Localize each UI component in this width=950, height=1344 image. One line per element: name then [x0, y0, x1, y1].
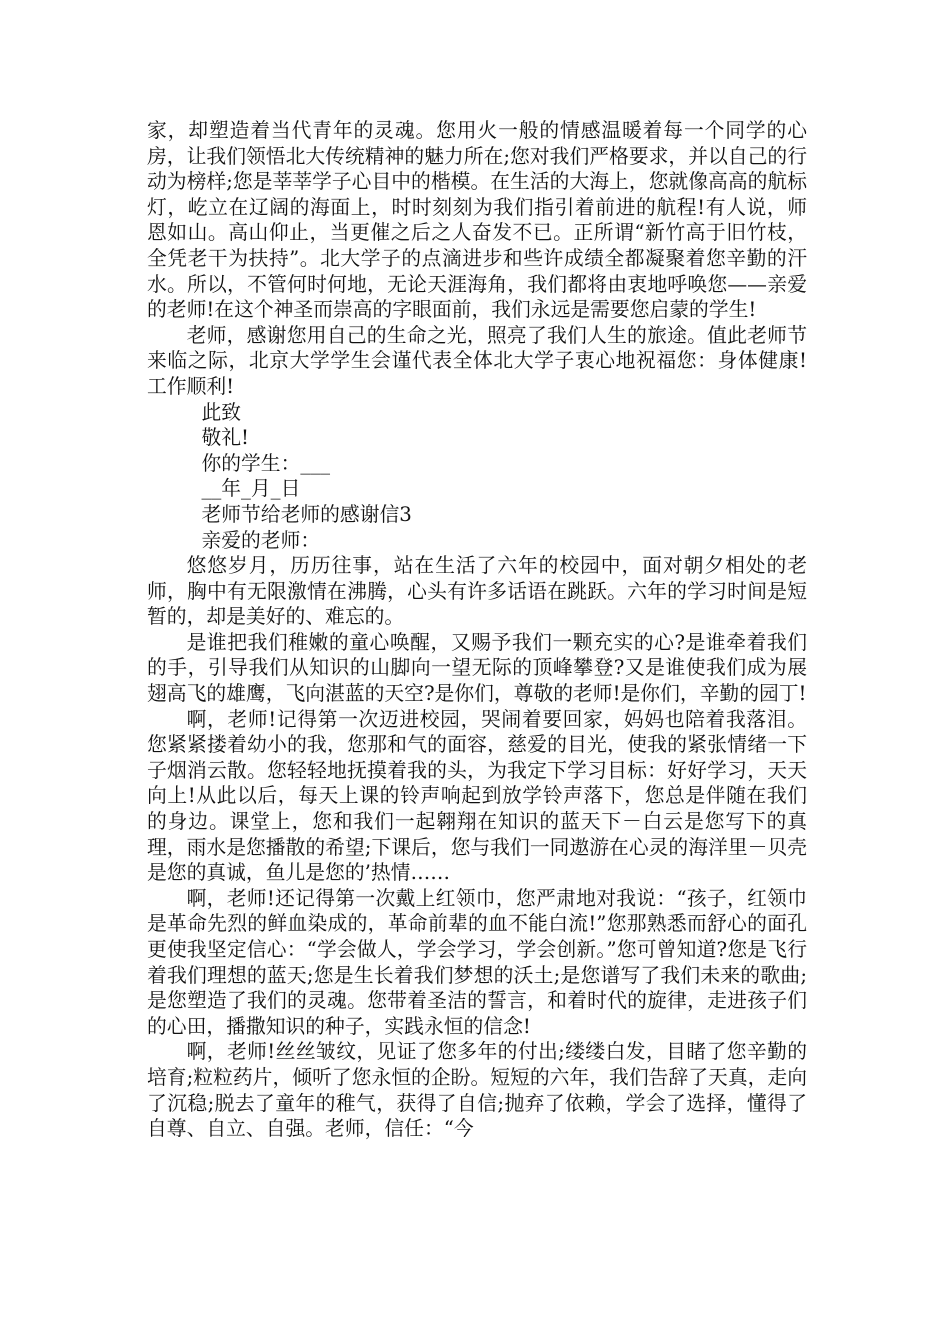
paragraph-wrinkles: 啊，老师!丝丝皱纹，见证了您多年的付出;缕缕白发，目睹了您辛勤的培育;粒粒药片，倾听了您永恒的企盼。短短的六年，我们告辞了天真，走向了沉稳;脱去了童年的稚气，获得了自信;抛弃了依赖，学会了选择，懂得了自尊、自立、自强。老师，信任：“今 — [147, 1040, 807, 1141]
paragraph-who: 是谁把我们稚嫩的童心唤醒，又赐予我们一颗充实的心?是谁牵着我们的手，引导我们从知识的山脚向一望无际的顶峰攀登?又是谁使我们成为展翅高飞的雄鹰，飞向湛蓝的天空?是你们，尊敬的老师!是你们，辛勤的园丁! — [147, 630, 807, 706]
paragraph-thanks: 老师，感谢您用自己的生命之光，照亮了我们人生的旅途。值此老师节来临之际，北京大学学生会谨代表全体北大学子衷心地祝福您：身体健康!工作顺利! — [147, 323, 807, 398]
signature-line: 你的学生：___ — [201, 451, 331, 475]
paragraph-first-day: 啊，老师!记得第一次迈进校园，哭闹着要回家，妈妈也陪着我落泪。您紧紧搂着幼小的我，您那和气的面容，慈爱的目光，使我的紧张情绪一下子烟消云散。您轻轻地抚摸着我的头，为我定下学习目标：好好学习，天天向上!从此以后，每天上课的铃声响起到放学铃声落下，您总是伴随在我们的身边。课堂上，您和我们一起翱翔在知识的蓝天下－白云是您写下的真理，雨水是您播散的希望;下课后，您与我们一同遨游在心灵的海洋里－贝壳是您的真诚，鱼儿是您的’热情…… — [147, 707, 807, 885]
paragraph-red-scarf: 啊，老师!还记得第一次戴上红领巾，您严肃地对我说：“孩子，红领巾是革命先烈的鲜血染成的，革命前辈的血不能白流!”您那熟悉而舒心的面孔更使我坚定信心：“学会做人，学会学习，学会创新。”您可曾知道?您是飞行着我们理想的蓝天;您是生长着我们梦想的沃土;是您谱写了我们未来的歌曲;是您塑造了我们的灵魂。您带着圣洁的誓言，和着时代的旋律，走进孩子们的心田，播撒知识的种子，实践永恒的信念! — [147, 886, 807, 1038]
closing-salutation: 此致 — [201, 400, 242, 424]
date-line: __年_月_日 — [201, 477, 301, 501]
closing-regards: 敬礼! — [201, 426, 249, 450]
letter-title: 老师节给老师的感谢信3 — [201, 502, 412, 526]
paragraph-continuation: 家，却塑造着当代青年的灵魂。您用火一般的情感温暖着每一个同学的心房，让我们领悟北大传统精神的魅力所在;您对我们严格要求，并以自己的行动为榜样;您是莘莘学子心目中的楷模。在生活的大海上，您就像高高的航标灯，屹立在辽阔的海面上，时时刻刻为我们指引着前进的航程!有人说，师恩如山。高山仰止，当更催之后之人奋发不已。正所谓“新竹高于旧竹枝，全凭老干为扶持”。北大学子的点滴进步和些许成绩全都凝聚着您辛勤的汗水。所以，不管何时何地，无论天涯海角，我们都将由衷地呼唤您——亲爱的老师!在这个神圣而崇高的字眼面前，我们永远是需要您启蒙的学生! — [147, 119, 807, 322]
document-page — [147, 118, 807, 1142]
paragraph-memories: 悠悠岁月，历历往事，站在生活了六年的校园中，面对朝夕相处的老师，胸中有无限激情在沸腾，心头有许多话语在跳跃。六年的学习时间是短暂的，却是美好的、难忘的。 — [147, 554, 807, 629]
letter-greeting: 亲爱的老师： — [201, 528, 321, 552]
